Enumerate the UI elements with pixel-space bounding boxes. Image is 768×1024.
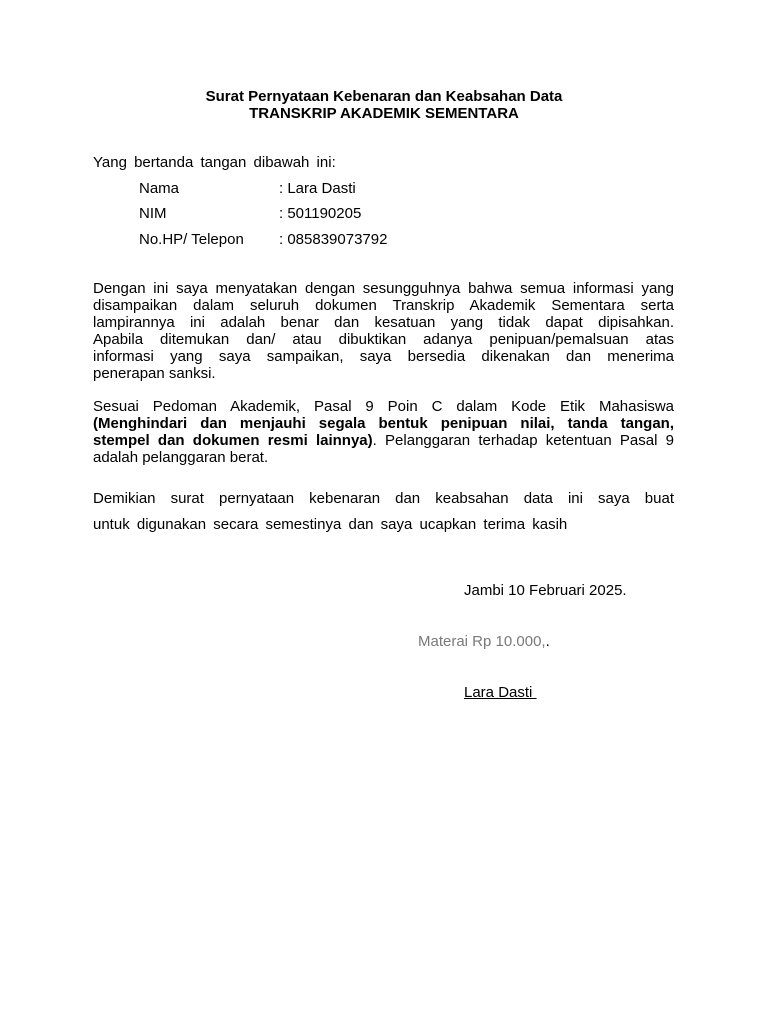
paragraph-line: Sesuai Pedoman Akademik, Pasal 9 Poin C dalam Kode Etik Mahasiswa (93, 398, 674, 415)
statement-paragraph (93, 280, 674, 382)
materai-dot: . (545, 633, 550, 650)
identity-label: No.HP/ Telepon (139, 231, 244, 248)
paragraph-line: Dengan ini saya menyatakan dengan sesungguhnya bahwa semua informasi yang (93, 280, 674, 297)
signer-name: Lara Dasti (464, 684, 537, 701)
identity-value: : 085839073792 (279, 231, 388, 248)
paragraph-line: informasi yang saya sampaikan, saya bersedia dikenakan dan menerima (93, 348, 674, 365)
document-subtitle: TRANSKRIP AKADEMIK SEMENTARA (249, 105, 519, 122)
place-date: Jambi 10 Februari 2025. (464, 582, 627, 599)
identity-value: : Lara Dasti (279, 180, 356, 197)
closing-paragraph (93, 490, 674, 542)
paragraph-line-mixed (93, 432, 674, 449)
identity-row-phone (139, 231, 539, 248)
identity-value: : 501190205 (279, 205, 362, 222)
paragraph-line: penerapan sanksi. (93, 365, 216, 382)
materai-label: Materai Rp 10.000, (418, 633, 546, 650)
paragraph-line: disampaikan dalam seluruh dokumen Transkrip Akademik Sementara serta (93, 297, 674, 314)
identity-row-name (139, 180, 539, 197)
identity-row-nim (139, 205, 539, 222)
materai-stamp-placeholder (418, 633, 550, 650)
identity-label: NIM (139, 205, 167, 222)
paragraph-line: Apabila ditemukan dan/ atau dibuktikan adanya penipuan/pemalsuan atas (93, 331, 674, 348)
document-title: Surat Pernyataan Kebenaran dan Keabsahan Data (205, 88, 563, 105)
paragraph-line: untuk digunakan secara semestinya dan saya ucapkan terima kasih (93, 516, 568, 533)
paragraph-line: adalah pelanggaran berat. (93, 449, 269, 466)
paragraph-line-bold: (Menghindari dan menjauhi segala bentuk penipuan nilai, tanda tangan, (93, 415, 674, 432)
identity-label: Nama (139, 180, 180, 197)
intro-text: Yang bertanda tangan dibawah ini: (93, 154, 336, 171)
bold-text: stempel dan dokumen resmi lainnya) (93, 432, 373, 449)
paragraph-text: . Pelanggaran terhadap ketentuan Pasal 9 (372, 432, 674, 449)
paragraph-line: lampirannya ini adalah benar dan kesatuan yang tidak dapat dipisahkan. (93, 314, 674, 331)
paragraph-line: Demikian surat pernyataan kebenaran dan keabsahan data ini saya buat (93, 490, 674, 507)
regulation-paragraph (93, 398, 674, 466)
